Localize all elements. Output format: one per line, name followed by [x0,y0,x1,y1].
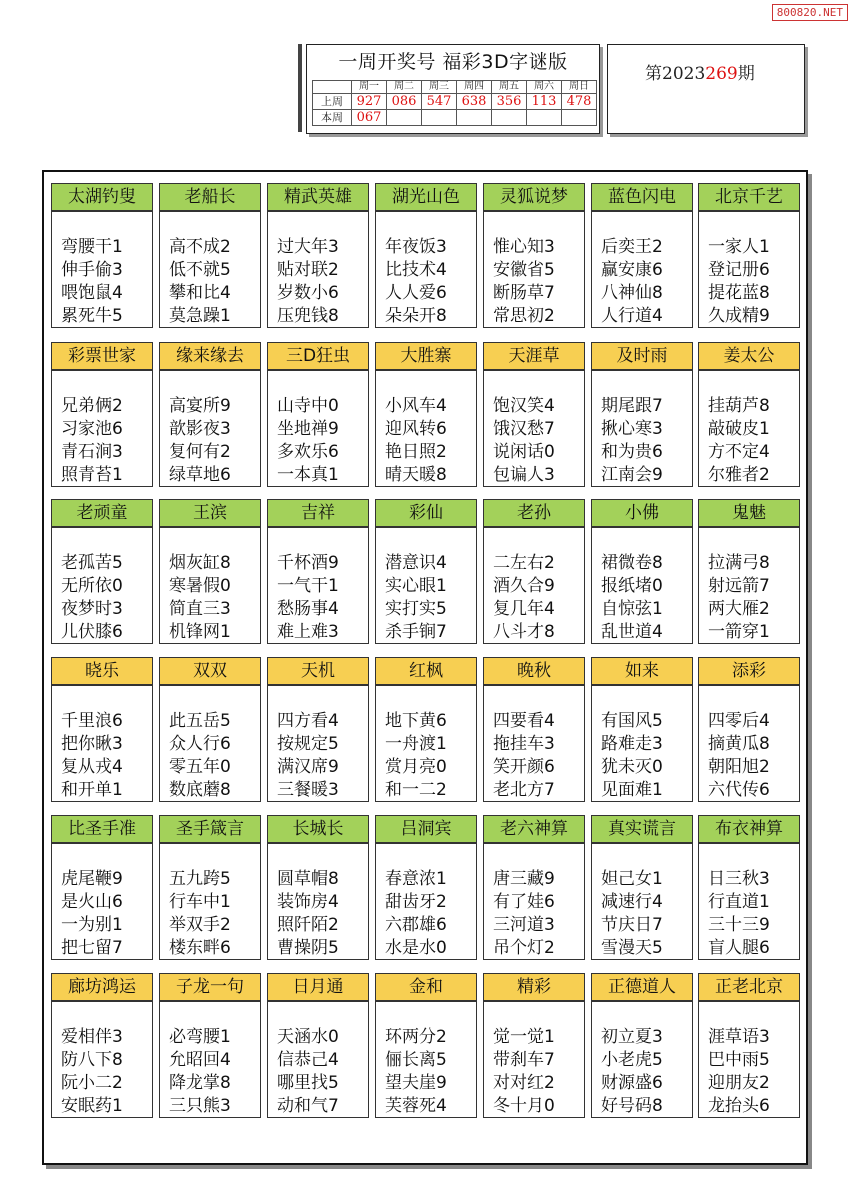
riddle-card [483,973,586,1118]
riddle-line: 夜梦时3 [61,599,123,619]
riddle-line: 歆影夜3 [169,419,231,439]
riddle-line: 晴天暖8 [385,465,447,485]
riddle-line: 习家池6 [61,419,123,439]
riddle-line: 坐地禅9 [277,419,339,439]
riddle-card-title: 蓝色闪电 [591,183,693,211]
riddle-line: 冬十月0 [493,1096,555,1116]
riddle-card [51,342,154,487]
riddle-line: 一为别1 [61,915,123,935]
riddle-line: 压兜钱8 [277,306,339,326]
riddle-line: 期尾跟7 [601,396,663,416]
riddle-card-title: 王滨 [159,499,261,527]
riddle-line: 环两分2 [385,1027,447,1047]
riddle-card [591,657,694,802]
riddle-card [159,815,262,960]
riddle-line: 揪心寒3 [601,419,663,439]
riddle-line: 朵朵开8 [385,306,447,326]
riddle-line: 简直三3 [169,599,231,619]
riddle-card [591,815,694,960]
riddle-line: 安眠药1 [61,1096,123,1116]
riddle-line: 阮小二2 [61,1073,123,1093]
riddle-line: 实心眼1 [385,576,447,596]
riddle-card-title: 鬼魅 [698,499,800,527]
weekday-header-row [313,81,597,94]
riddle-line: 杀手锏7 [385,622,447,642]
riddle-card [698,499,801,644]
riddle-card-title: 老六神算 [483,815,585,843]
riddle-line: 实打实5 [385,599,447,619]
riddle-line: 两大雁2 [708,599,770,619]
riddle-line: 乱世道4 [601,622,663,642]
riddle-card [591,973,694,1118]
riddle-card-title: 姜太公 [698,342,800,370]
riddle-line: 路难走3 [601,734,663,754]
riddle-line: 久成精9 [708,306,770,326]
riddle-card-title: 吉祥 [267,499,369,527]
riddle-card [591,499,694,644]
riddle-line: 水是水0 [385,938,447,958]
riddle-line: 三只熊3 [169,1096,231,1116]
riddle-line: 三餐暖3 [277,780,339,800]
riddle-card-title: 三D狂虫 [267,342,369,370]
riddle-card [267,183,370,328]
riddle-line: 艳日照2 [385,442,447,462]
riddle-line: 哪里找5 [277,1073,339,1093]
riddle-line: 芙蓉死4 [385,1096,447,1116]
riddle-card-title: 灵狐说梦 [483,183,585,211]
riddle-line: 对对红2 [493,1073,555,1093]
riddle-card [267,657,370,802]
riddle-card [159,657,262,802]
riddle-line: 攀和比4 [169,283,231,303]
riddle-line: 妲己女1 [601,869,663,889]
weekday-label: 周五 [492,81,527,94]
riddle-card-title: 晓乐 [51,657,153,685]
riddle-line: 青石涧3 [61,442,123,462]
riddle-line: 报纸堵0 [601,576,663,596]
weekday-label: 周三 [422,81,457,94]
riddle-card [51,657,154,802]
riddle-line: 零五年0 [169,757,231,777]
riddle-line: 一本真1 [277,465,339,485]
draw-number [562,110,597,126]
riddle-line: 装饰房4 [277,892,339,912]
riddle-line: 数底蘑8 [169,780,231,800]
riddle-card [375,973,478,1118]
riddle-line: 见面难1 [601,780,663,800]
riddle-line: 赏月亮0 [385,757,447,777]
riddle-card-title: 北京千艺 [698,183,800,211]
riddle-line: 好号码8 [601,1096,663,1116]
riddle-line: 方不定4 [708,442,770,462]
riddle-line: 照青苔1 [61,465,123,485]
riddle-card [51,183,154,328]
riddle-line: 寒暑假0 [169,576,231,596]
riddle-card-title: 太湖钓叟 [51,183,153,211]
riddle-line: 一舟渡1 [385,734,447,754]
riddle-line: 望夫崖9 [385,1073,447,1093]
riddle-line: 老北方7 [493,780,555,800]
riddle-line: 累死牛5 [61,306,123,326]
riddle-line: 山寺中0 [277,396,339,416]
period-suffix: 期 [737,64,755,84]
draw-number: 113 [527,94,562,110]
riddle-line: 低不就5 [169,260,231,280]
riddle-line: 雪漫天5 [601,938,663,958]
riddle-line: 唐三藏9 [493,869,555,889]
riddle-line: 射远箭7 [708,576,770,596]
riddle-line: 俪长离5 [385,1050,447,1070]
riddle-card [591,342,694,487]
riddle-line: 涯草语3 [708,1027,770,1047]
period-prefix: 第2023 [645,64,706,84]
riddle-card-title: 添彩 [698,657,800,685]
riddle-line: 减速行4 [601,892,663,912]
riddle-card [159,183,262,328]
draw-number [457,110,492,126]
draw-number [422,110,457,126]
riddle-card [698,815,801,960]
riddle-card [51,499,154,644]
riddle-line: 拉满弓8 [708,553,770,573]
riddle-line: 虎尾鞭9 [61,869,123,889]
riddle-card [698,183,801,328]
period-box [607,44,805,134]
riddle-card-title: 正老北京 [698,973,800,1001]
riddle-line: 常思初2 [493,306,555,326]
riddle-card [698,657,801,802]
riddle-card [375,342,478,487]
riddle-line: 迎风转6 [385,419,447,439]
riddle-card-title: 正德道人 [591,973,693,1001]
riddle-card-title: 真实谎言 [591,815,693,843]
riddle-card-title: 天涯草 [483,342,585,370]
riddle-line: 觉一觉1 [493,1027,555,1047]
riddle-line: 一箭穿1 [708,622,770,642]
riddle-line: 盲人腿6 [708,938,770,958]
riddle-card [51,973,154,1118]
this-week-label: 本周 [313,110,352,126]
riddle-line: 四零后4 [708,711,770,731]
riddle-line: 复从戎4 [61,757,123,777]
riddle-card-title: 及时雨 [591,342,693,370]
riddle-line: 行车中1 [169,892,231,912]
riddle-line: 儿伏膝6 [61,622,123,642]
riddle-line: 登记册6 [708,260,770,280]
riddle-card [591,183,694,328]
weekday-label: 周一 [352,81,387,94]
riddle-card-title: 彩票世家 [51,342,153,370]
riddle-card-title: 双双 [159,657,261,685]
riddle-card-title: 老顽童 [51,499,153,527]
riddle-card [483,815,586,960]
riddle-line: 自惊弦1 [601,599,663,619]
riddle-line: 难上难3 [277,622,339,642]
riddle-card [698,973,801,1118]
riddle-line: 按规定5 [277,734,339,754]
corner-cell [313,81,352,94]
draw-number: 638 [457,94,492,110]
riddle-line: 防八下8 [61,1050,123,1070]
title-left-bar [298,44,302,132]
riddle-card-title: 老孙 [483,499,585,527]
riddle-line: 照阡陌2 [277,915,339,935]
site-watermark: 800820.NET [772,4,848,21]
riddle-card-title: 布衣神算 [698,815,800,843]
riddle-card-title: 圣手箴言 [159,815,261,843]
riddle-card-title: 比圣手准 [51,815,153,843]
riddle-line: 楼东畔6 [169,938,231,958]
riddle-line: 无所依0 [61,576,123,596]
riddle-line: 弯腰干1 [61,237,123,257]
riddle-line: 一家人1 [708,237,770,257]
riddle-card [483,342,586,487]
riddle-line: 潜意识4 [385,553,447,573]
weekday-label: 周日 [562,81,597,94]
riddle-line: 伸手偷3 [61,260,123,280]
riddle-line: 三十三9 [708,915,770,935]
riddle-grid-frame [42,170,808,1165]
riddle-line: 地下黄6 [385,711,447,731]
riddle-line: 天涵水0 [277,1027,339,1047]
riddle-line: 千杯酒9 [277,553,339,573]
riddle-card-title: 子龙一句 [159,973,261,1001]
riddle-line: 过大年3 [277,237,339,257]
riddle-line: 饿汉愁7 [493,419,555,439]
riddle-card-title: 湖光山色 [375,183,477,211]
riddle-card [267,973,370,1118]
riddle-card-title: 天机 [267,657,369,685]
last-week-label: 上周 [313,94,352,110]
draw-number: 547 [422,94,457,110]
riddle-card [51,815,154,960]
riddle-line: 比技术4 [385,260,447,280]
riddle-line: 众人行6 [169,734,231,754]
riddle-line: 信恭己4 [277,1050,339,1070]
riddle-line: 六代传6 [708,780,770,800]
riddle-line: 把你瞅3 [61,734,123,754]
riddle-line: 莫急躁1 [169,306,231,326]
riddle-line: 满汉席9 [277,757,339,777]
riddle-card [375,183,478,328]
riddle-line: 曹操阴5 [277,938,339,958]
riddle-card-title: 吕洞宾 [375,815,477,843]
riddle-line: 复几年4 [493,599,555,619]
riddle-line: 和开单1 [61,780,123,800]
draw-number: 356 [492,94,527,110]
riddle-line: 喂饱鼠4 [61,283,123,303]
draw-number: 478 [562,94,597,110]
riddle-card [483,183,586,328]
weekday-label: 周六 [527,81,562,94]
riddle-line: 小老虎5 [601,1050,663,1070]
draw-number [387,110,422,126]
draw-number [492,110,527,126]
riddle-card-title: 红枫 [375,657,477,685]
riddle-line: 五九跨5 [169,869,231,889]
weekday-label: 周二 [387,81,422,94]
riddle-line: 包谝人3 [493,465,555,485]
riddle-line: 动和气7 [277,1096,339,1116]
riddle-line: 二左右2 [493,553,555,573]
riddle-line: 断肠草7 [493,283,555,303]
this-week-row [313,110,597,126]
riddle-card-title: 日月通 [267,973,369,1001]
riddle-line: 江南会9 [601,465,663,485]
riddle-line: 犹未灭0 [601,757,663,777]
riddle-line: 此五岳5 [169,711,231,731]
riddle-card-title: 廊坊鸿运 [51,973,153,1001]
riddle-line: 多欢乐6 [277,442,339,462]
riddle-line: 举双手2 [169,915,231,935]
riddle-line: 有了娃6 [493,892,555,912]
riddle-line: 人行道4 [601,306,663,326]
riddle-line: 机锋网1 [169,622,231,642]
riddle-line: 财源盛6 [601,1073,663,1093]
riddle-line: 甜齿牙2 [385,892,447,912]
riddle-line: 八神仙8 [601,283,663,303]
riddle-line: 是火山6 [61,892,123,912]
riddle-line: 后奕王2 [601,237,663,257]
riddle-card-title: 缘来缘去 [159,342,261,370]
riddle-line: 说闲话0 [493,442,555,462]
riddle-line: 赢安康6 [601,260,663,280]
riddle-card [159,342,262,487]
riddle-line: 安徽省5 [493,260,555,280]
riddle-line: 允昭回4 [169,1050,231,1070]
riddle-line: 一气干1 [277,576,339,596]
riddle-line: 千里浪6 [61,711,123,731]
riddle-card [267,342,370,487]
riddle-card [375,499,478,644]
riddle-line: 爱相伴3 [61,1027,123,1047]
riddle-card [698,342,801,487]
riddle-card [375,815,478,960]
riddle-card-title: 精武英雄 [267,183,369,211]
riddle-line: 提花蓝8 [708,283,770,303]
draw-number: 067 [352,110,387,126]
riddle-card-title: 如来 [591,657,693,685]
riddle-line: 六郡雄6 [385,915,447,935]
riddle-line: 岁数小6 [277,283,339,303]
draw-number [527,110,562,126]
riddle-card-title: 长城长 [267,815,369,843]
riddle-card-title: 彩仙 [375,499,477,527]
riddle-line: 有国风5 [601,711,663,731]
riddle-line: 和一二2 [385,780,447,800]
riddle-line: 尔雅者2 [708,465,770,485]
riddle-line: 节庆日7 [601,915,663,935]
riddle-line: 三河道3 [493,915,555,935]
riddle-card [375,657,478,802]
riddle-line: 挂葫芦8 [708,396,770,416]
riddle-line: 日三秋3 [708,869,770,889]
riddle-line: 笑开颜6 [493,757,555,777]
riddle-card-title: 晚秋 [483,657,585,685]
period-label [645,59,755,84]
riddle-line: 酒久合9 [493,576,555,596]
riddle-card [483,499,586,644]
weekday-label: 周四 [457,81,492,94]
riddle-card-title: 老船长 [159,183,261,211]
riddle-line: 巴中雨5 [708,1050,770,1070]
riddle-card-title: 大胜寨 [375,342,477,370]
riddle-line: 敲破皮1 [708,419,770,439]
riddle-line: 圆草帽8 [277,869,339,889]
riddle-line: 高不成2 [169,237,231,257]
draw-number: 086 [387,94,422,110]
riddle-line: 惟心知3 [493,237,555,257]
riddle-line: 初立夏3 [601,1027,663,1047]
riddle-line: 兄弟俩2 [61,396,123,416]
riddle-line: 迎朋友2 [708,1073,770,1093]
riddle-line: 复何有2 [169,442,231,462]
riddle-line: 裙微卷8 [601,553,663,573]
riddle-line: 四要看4 [493,711,555,731]
riddle-line: 八斗才8 [493,622,555,642]
riddle-line: 带刹车7 [493,1050,555,1070]
riddle-line: 行直道1 [708,892,770,912]
riddle-line: 龙抬头6 [708,1096,770,1116]
riddle-line: 饱汉笑4 [493,396,555,416]
riddle-line: 摘黄瓜8 [708,734,770,754]
riddle-line: 愁肠事4 [277,599,339,619]
riddle-card-title: 小佛 [591,499,693,527]
weekly-results-table [312,80,597,126]
riddle-line: 人人爱6 [385,283,447,303]
riddle-line: 绿草地6 [169,465,231,485]
riddle-line: 烟灰缸8 [169,553,231,573]
riddle-line: 拖挂车3 [493,734,555,754]
riddle-line: 降龙掌8 [169,1073,231,1093]
riddle-line: 小风车4 [385,396,447,416]
riddle-card [483,657,586,802]
riddle-line: 把七留7 [61,938,123,958]
riddle-line: 吊个灯2 [493,938,555,958]
riddle-line: 春意浓1 [385,869,447,889]
draw-number: 927 [352,94,387,110]
last-week-row [313,94,597,110]
riddle-card [159,973,262,1118]
riddle-line: 朝阳旭2 [708,757,770,777]
riddle-card [159,499,262,644]
riddle-line: 老孤苦5 [61,553,123,573]
riddle-line: 必弯腰1 [169,1027,231,1047]
period-number: 269 [705,64,738,84]
riddle-line: 和为贵6 [601,442,663,462]
riddle-line: 四方看4 [277,711,339,731]
riddle-card-title: 精彩 [483,973,585,1001]
riddle-card-title: 金和 [375,973,477,1001]
riddle-card [267,499,370,644]
riddle-line: 年夜饭3 [385,237,447,257]
riddle-line: 贴对联2 [277,260,339,280]
riddle-line: 高宴所9 [169,396,231,416]
page-title: 一周开奖号 福彩3D字谜版 [338,51,568,73]
riddle-card [267,815,370,960]
